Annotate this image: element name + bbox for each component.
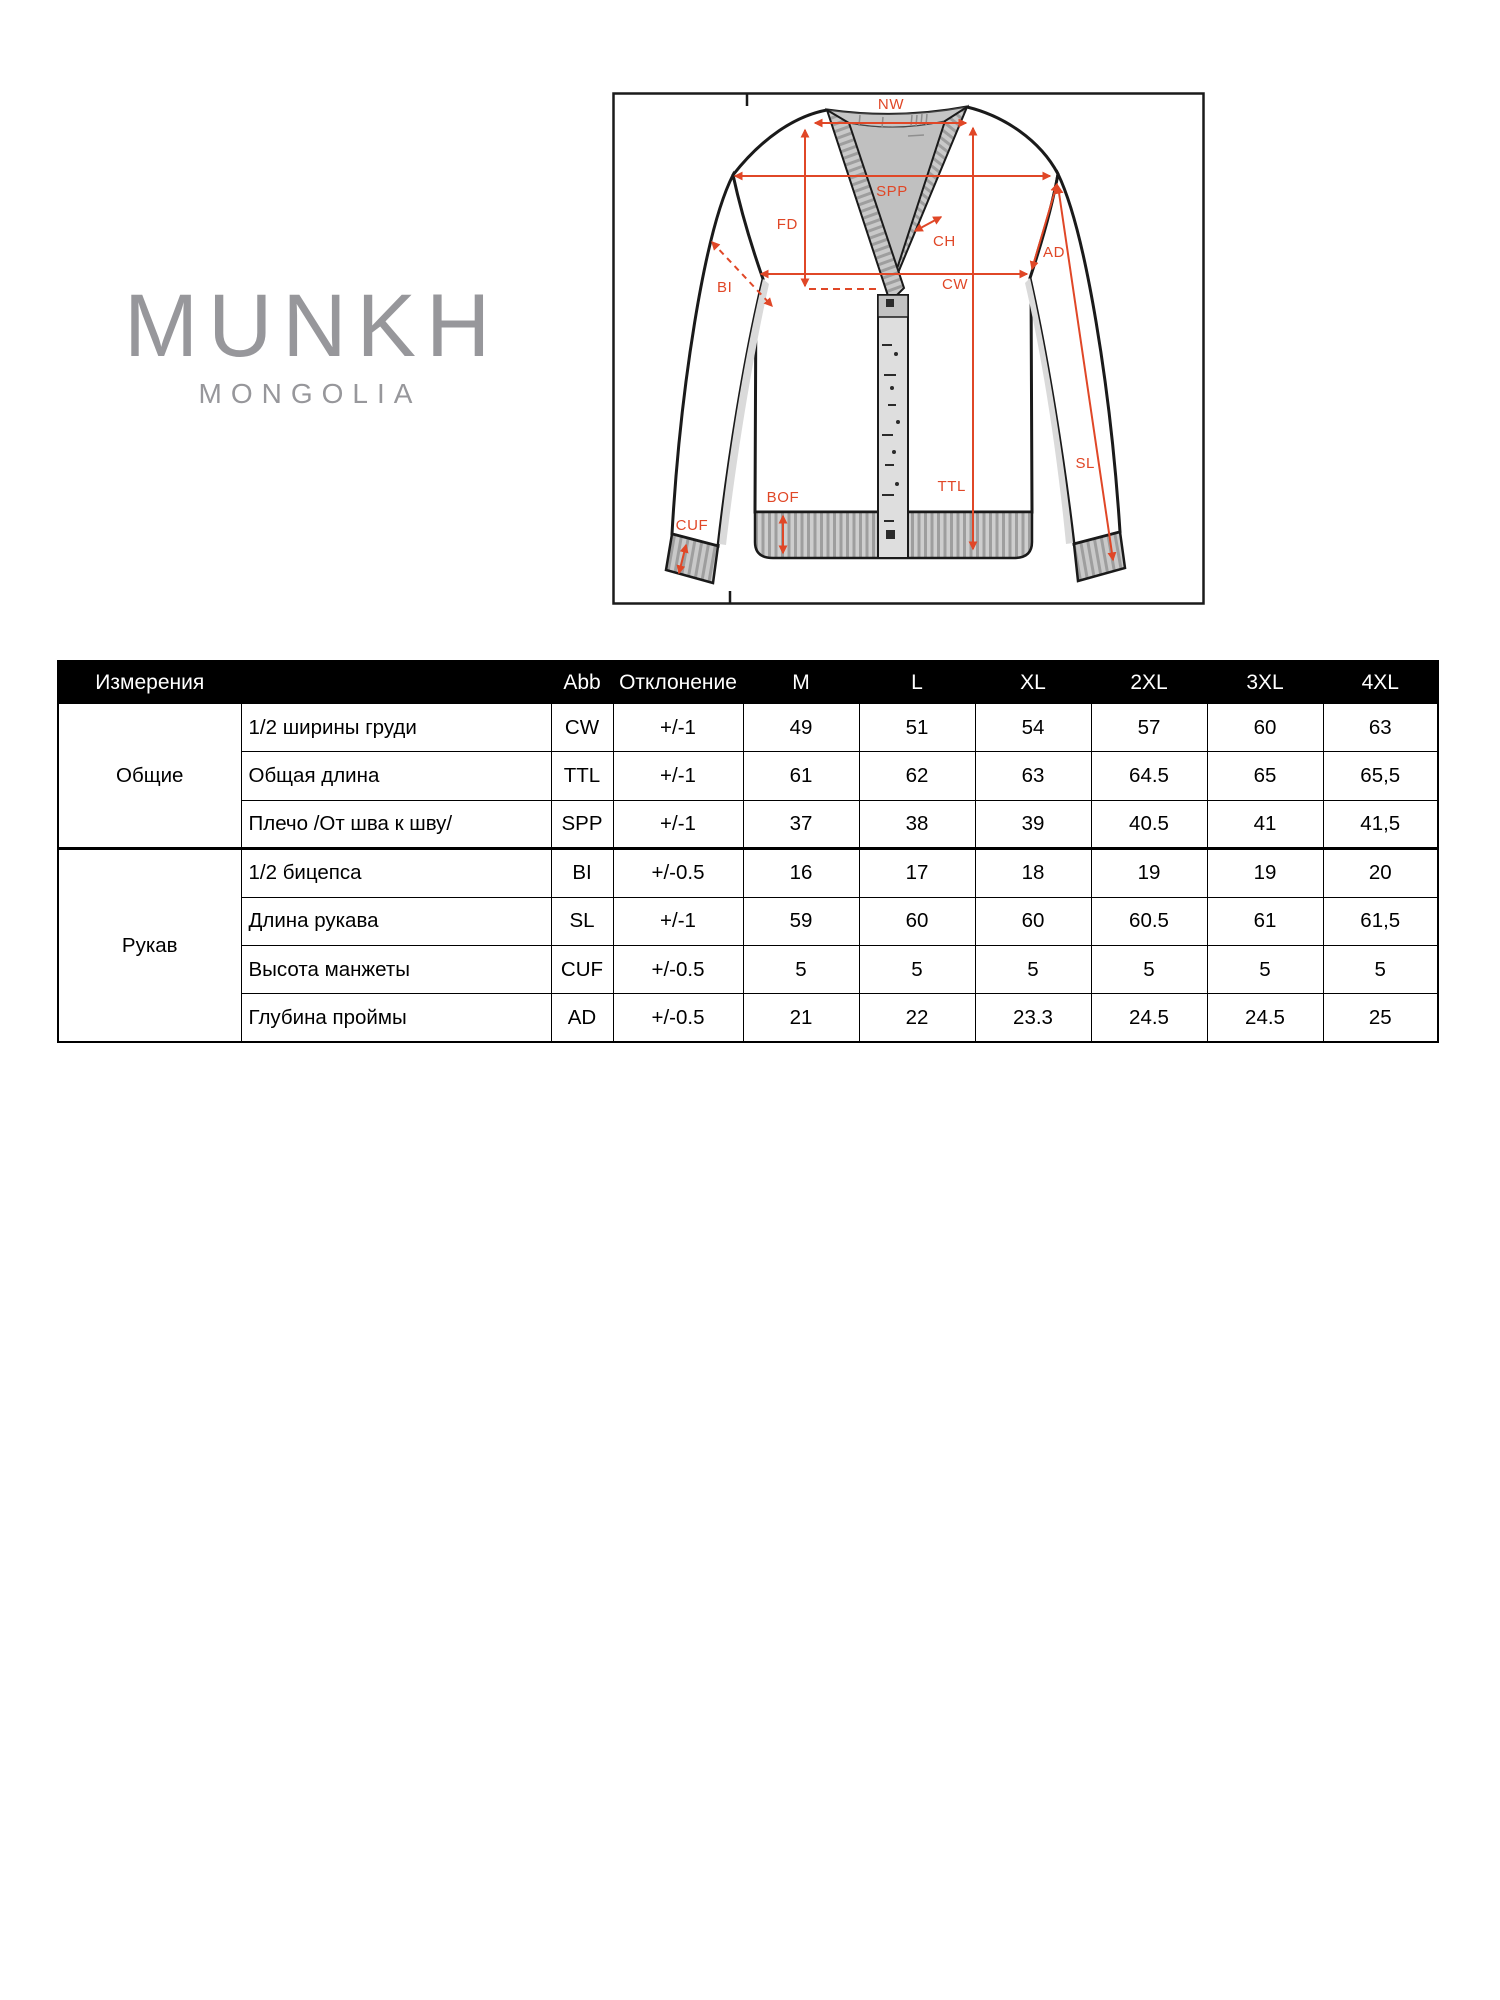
size-value-cell: 57 [1091,704,1207,752]
size-value-cell: 41,5 [1323,800,1438,848]
header-size-2xl: 2XL [1091,661,1207,704]
abbreviation-cell: SPP [551,800,613,848]
size-value-cell: 51 [859,704,975,752]
garment-diagram [612,92,1205,605]
bi-label: BI [717,279,733,296]
measurement-name-cell: Общая длина [241,752,551,800]
measurement-name-cell: Глубина проймы [241,994,551,1042]
spp-label: SPP [876,183,908,200]
size-value-cell: 5 [1323,945,1438,993]
table-row [58,800,1438,848]
size-value-cell: 61,5 [1323,897,1438,945]
size-value-cell: 59 [743,897,859,945]
size-value-cell: 65,5 [1323,752,1438,800]
size-value-cell: 20 [1323,849,1438,897]
size-value-cell: 18 [975,849,1091,897]
group-cell: Общие [58,704,241,849]
header-size-l: L [859,661,975,704]
size-value-cell: 37 [743,800,859,848]
size-value-cell: 64.5 [1091,752,1207,800]
deviation-cell: +/-0.5 [613,994,743,1042]
fd-label: FD [776,216,798,233]
table-row [58,994,1438,1042]
size-value-cell: 24.5 [1207,994,1323,1042]
size-value-cell: 24.5 [1091,994,1207,1042]
size-table [57,660,1439,1043]
size-value-cell: 16 [743,849,859,897]
size-value-cell: 62 [859,752,975,800]
measurement-name-cell: 1/2 ширины груди [241,704,551,752]
size-value-cell: 5 [975,945,1091,993]
size-value-cell: 60 [859,897,975,945]
size-value-cell: 60.5 [1091,897,1207,945]
size-value-cell: 65 [1207,752,1323,800]
measurement-name-cell: 1/2 бицепса [241,849,551,897]
size-value-cell: 49 [743,704,859,752]
table-row [58,945,1438,993]
size-value-cell: 40.5 [1091,800,1207,848]
table-row [58,704,1438,752]
size-value-cell: 54 [975,704,1091,752]
bof-label: BOF [766,489,800,506]
sl-label: SL [1075,455,1095,472]
measurement-name-cell: Высота манжеты [241,945,551,993]
deviation-cell: +/-0.5 [613,849,743,897]
deviation-cell: +/-1 [613,752,743,800]
size-value-cell: 61 [1207,897,1323,945]
abbreviation-cell: BI [551,849,613,897]
measurement-name-cell: Длина рукава [241,897,551,945]
size-value-cell: 5 [743,945,859,993]
size-value-cell: 25 [1323,994,1438,1042]
group-cell: Рукав [58,849,241,1043]
size-value-cell: 19 [1207,849,1323,897]
cw-label: CW [942,276,969,293]
table-row [58,897,1438,945]
header-measurements: Измерения [58,661,241,704]
header-size-4xl: 4XL [1323,661,1438,704]
ad-label: AD [1043,244,1066,261]
abbreviation-cell: TTL [551,752,613,800]
brand-name: MUNKH [124,275,501,375]
table-row [58,849,1438,897]
size-value-cell: 38 [859,800,975,848]
button-placket [878,295,908,558]
measurement-name-cell: Плечо /От шва к шву/ [241,800,551,848]
cuf-label: CUF [675,517,709,534]
deviation-cell: +/-1 [613,704,743,752]
size-value-cell: 22 [859,994,975,1042]
size-value-cell: 39 [975,800,1091,848]
header-abb: Abb [551,661,613,704]
header-size-m: M [743,661,859,704]
brand-subtitle: MONGOLIA [198,378,422,409]
abbreviation-cell: CW [551,704,613,752]
size-value-cell: 61 [743,752,859,800]
size-value-cell: 23.3 [975,994,1091,1042]
size-value-cell: 63 [975,752,1091,800]
size-value-cell: 21 [743,994,859,1042]
deviation-cell: +/-1 [613,897,743,945]
size-value-cell: 17 [859,849,975,897]
deviation-cell: +/-0.5 [613,945,743,993]
header-size-3xl: 3XL [1207,661,1323,704]
table-row [58,752,1438,800]
ttl-label: TTL [937,478,966,495]
deviation-cell: +/-1 [613,800,743,848]
abbreviation-cell: CUF [551,945,613,993]
header-size-xl: XL [975,661,1091,704]
cardigan-flat-sketch [612,92,1205,605]
size-value-cell: 41 [1207,800,1323,848]
size-value-cell: 19 [1091,849,1207,897]
header-deviation: Отклонение [613,661,743,704]
table-header-row [58,661,1438,704]
abbreviation-cell: SL [551,897,613,945]
size-value-cell: 5 [859,945,975,993]
size-value-cell: 63 [1323,704,1438,752]
size-value-cell: 5 [1207,945,1323,993]
brand-logo [124,275,501,409]
size-value-cell: 5 [1091,945,1207,993]
abbreviation-cell: AD [551,994,613,1042]
header-spacer [241,661,551,704]
size-value-cell: 60 [975,897,1091,945]
size-value-cell: 60 [1207,704,1323,752]
ch-label: CH [933,233,956,250]
nw-label: NW [877,96,905,113]
